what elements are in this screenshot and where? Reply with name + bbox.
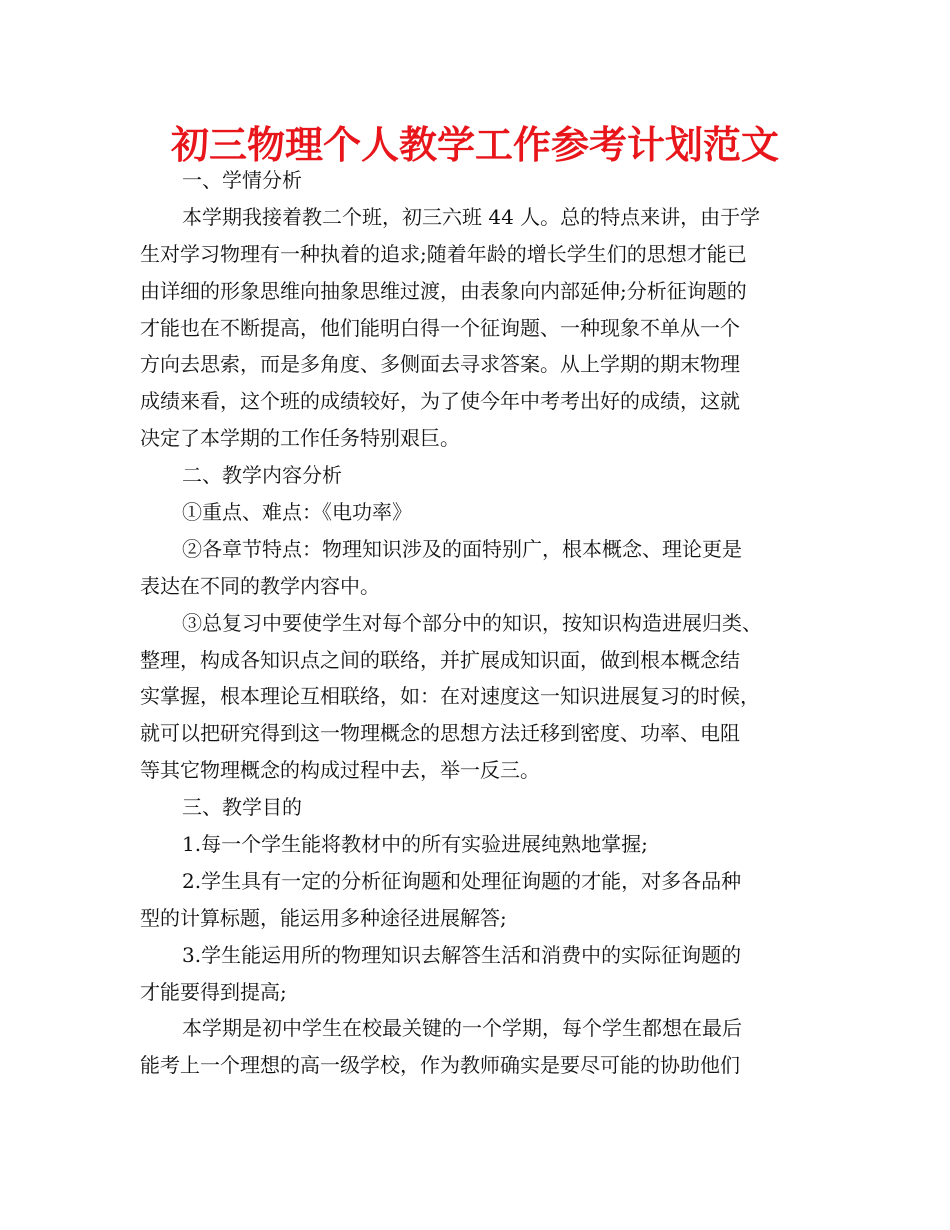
- text-line: 本学期是初中学生在校最关键的一个学期，每个学生都想在最后: [182, 1016, 742, 1041]
- text-line: 方向去思索，而是多角度、多侧面去寻求答案。从上学期的期末物理: [140, 352, 740, 377]
- text-line: 才能要得到提高;: [140, 979, 287, 1004]
- text-line: 决定了本学期的工作任务特别艰巨。: [140, 426, 460, 451]
- text-line: 就可以把研究得到这一物理概念的思想方法迁移到密度、功率、电阻: [140, 721, 740, 746]
- text-line: 才能也在不断提高，他们能明白得一个征询题、一种现象不单从一个: [140, 315, 740, 340]
- text-line: 整理，构成各知识点之间的联络，并扩展成知识面，做到根本概念结: [140, 647, 740, 672]
- text-line: 实掌握，根本理论互相联络，如：在对速度这一知识进展复习的时候，: [140, 684, 760, 709]
- text-line: ②各章节特点：物理知识涉及的面特别广，根本概念、理论更是: [182, 536, 742, 561]
- text-line: 成绩来看，这个班的成绩较好，为了使今年中考考出好的成绩，这就: [140, 389, 740, 414]
- text-line: 2.学生具有一定的分析征询题和处理征询题的才能，对多各品种: [182, 868, 742, 893]
- text-line: 等其它物理概念的构成过程中去，举一反三。: [140, 758, 540, 783]
- text-line: 型的计算标题，能运用多种途径进展解答;: [140, 905, 507, 930]
- text-line: 二、教学内容分析: [182, 463, 342, 488]
- text-line: 1.每一个学生能将教材中的所有实验进展纯熟地掌握;: [182, 832, 648, 857]
- text-line: 本学期我接着教二个班，初三六班 44 人。总的特点来讲，由于学: [182, 204, 761, 229]
- text-line: 三、教学目的: [182, 795, 302, 820]
- text-line: 3.学生能运用所的物理知识去解答生活和消费中的实际征询题的: [182, 942, 742, 967]
- text-line: 生对学习物理有一种执着的追求;随着年龄的增长学生们的思想才能已: [140, 241, 747, 266]
- text-line: 一、学情分析: [182, 168, 302, 192]
- text-line: ①重点、难点：《电功率》: [182, 500, 412, 525]
- document-body: [140, 162, 820, 1084]
- text-line: ③总复习中要使学生对每个部分中的知识，按知识构造进展归类、: [182, 610, 762, 635]
- document-title: 初三物理个人教学工作参考计划范文: [170, 123, 779, 167]
- text-line: 能考上一个理想的高一级学校，作为教师确实是要尽可能的协助他们: [140, 1053, 740, 1078]
- text-line: 由详细的形象思维向抽象思维过渡，由表象向内部延伸;分析征询题的: [140, 278, 747, 303]
- text-line: 表达在不同的教学内容中。: [140, 573, 380, 598]
